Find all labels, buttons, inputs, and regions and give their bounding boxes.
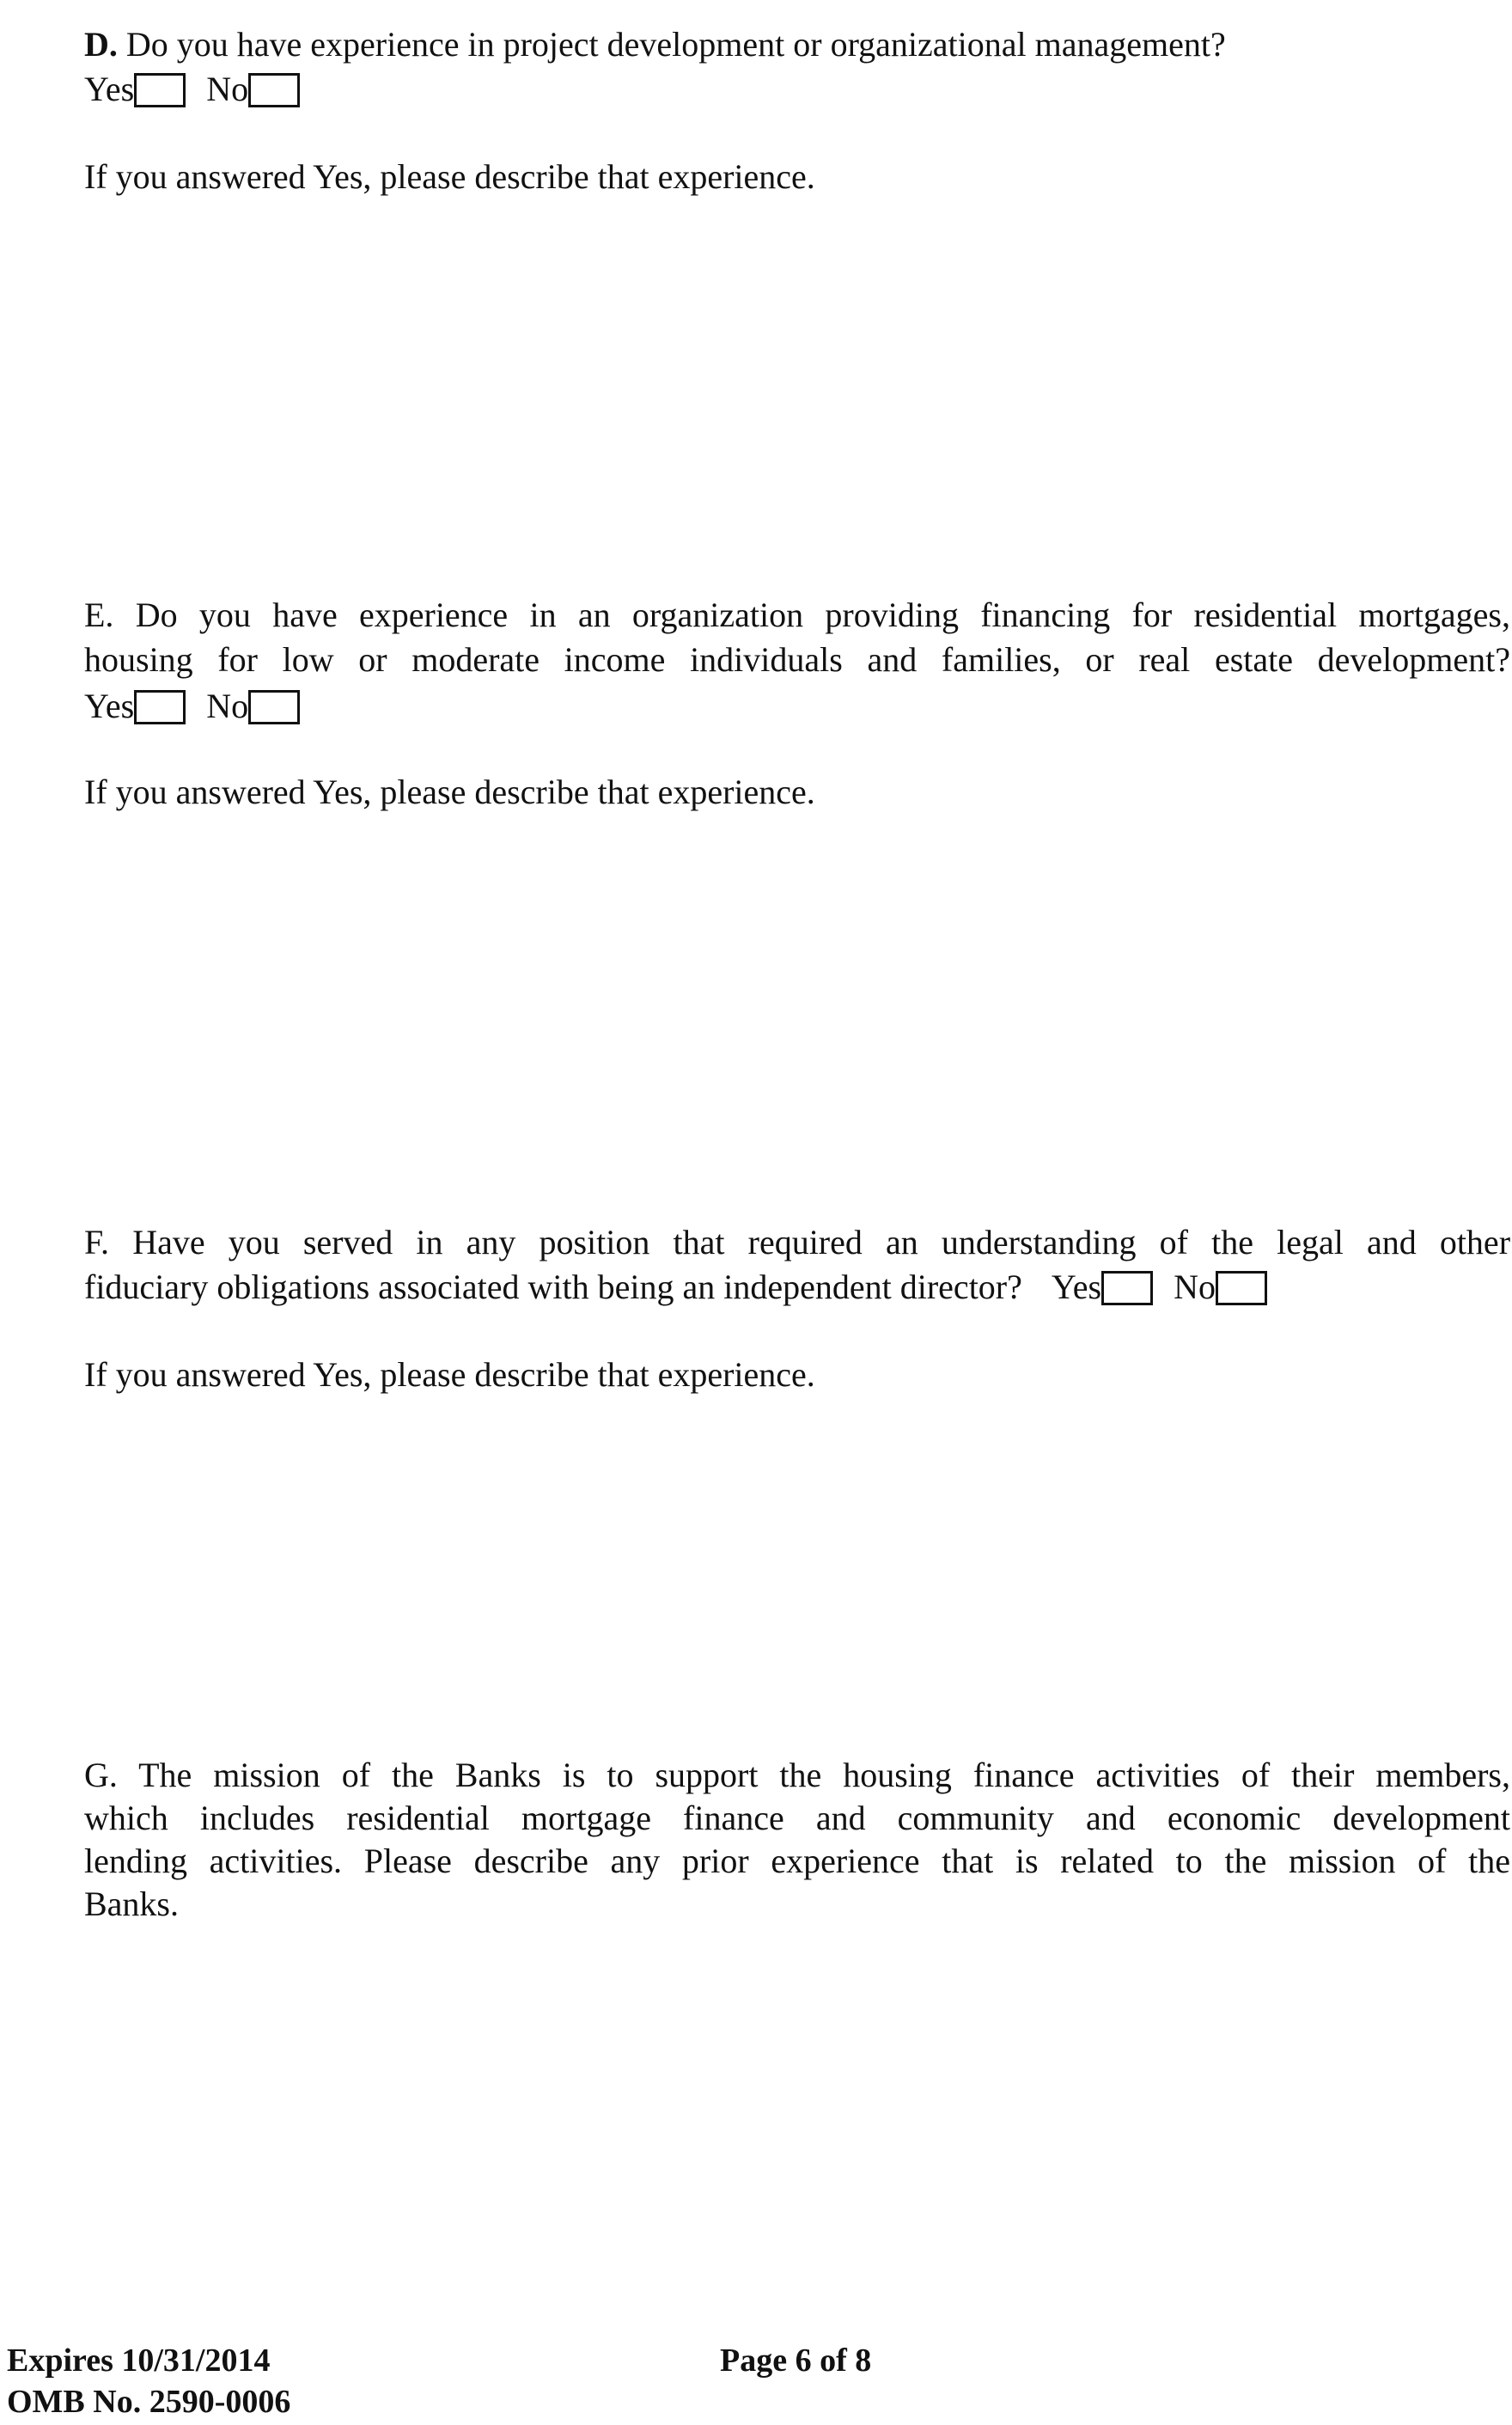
- question-e-followup: If you answered Yes, please describe that experience.: [84, 773, 815, 811]
- question-f-yes-checkbox[interactable]: [1101, 1271, 1153, 1305]
- question-e-text-1: Do you have experience in an organization providing financing for residential mortgages,: [135, 596, 1510, 634]
- question-e-answer-row: [84, 686, 312, 727]
- question-d-followup: If you answered Yes, please describe that experience.: [84, 157, 815, 196]
- question-e-yes-label: Yes: [84, 687, 135, 725]
- question-d-text: Do you have experience in project development or organizational management?: [125, 25, 1226, 64]
- footer-expires: Expires 10/31/2014: [7, 2343, 271, 2379]
- question-d-no-checkbox[interactable]: [248, 73, 300, 107]
- question-e-no-checkbox[interactable]: [248, 690, 300, 724]
- question-f-no-checkbox[interactable]: [1216, 1271, 1267, 1305]
- question-f-letter: F.: [84, 1223, 110, 1261]
- question-e-letter: E.: [84, 596, 114, 634]
- question-e-line-1: [84, 595, 1510, 636]
- question-f-followup: If you answered Yes, please describe that experience.: [84, 1355, 815, 1394]
- question-e-no-label: No: [206, 687, 249, 725]
- question-d-yes-label: Yes: [84, 70, 135, 108]
- question-d: [84, 24, 1226, 65]
- question-f-yes-label: Yes: [1051, 1267, 1102, 1306]
- question-g-line-3: lending activities. Please describe any prior experience that is related to the mission of the: [84, 1842, 1510, 1880]
- question-g-letter: G.: [84, 1756, 118, 1794]
- question-g-text-1: The mission of the Banks is to support the housing finance activities of their members,: [138, 1756, 1510, 1794]
- question-g-answer-area[interactable]: [84, 1942, 1510, 2320]
- question-d-answer-area[interactable]: [84, 206, 1510, 576]
- question-e-answer-area[interactable]: [84, 825, 1510, 1203]
- question-f-text-2: fiduciary obligations associated with being an independent director?: [84, 1267, 1022, 1306]
- question-d-answer-row: [84, 69, 312, 110]
- question-d-no-label: No: [206, 70, 249, 108]
- question-f-answer-area[interactable]: [84, 1409, 1510, 1736]
- question-f-text-1: Have you served in any position that required an understanding of the legal and other: [132, 1223, 1511, 1261]
- question-f-no-label: No: [1174, 1267, 1216, 1306]
- question-d-yes-checkbox[interactable]: [134, 73, 186, 107]
- question-e-yes-checkbox[interactable]: [134, 690, 186, 724]
- question-f-line-2: [84, 1267, 1279, 1308]
- question-f-line-1: [84, 1222, 1510, 1263]
- footer-omb-number: OMB No. 2590-0006: [7, 2384, 291, 2420]
- question-g-line-4: Banks.: [84, 1884, 179, 1923]
- footer-page-number: Page 6 of 8: [720, 2343, 872, 2379]
- question-g-line-1: [84, 1755, 1510, 1796]
- question-e-line-2: housing for low or moderate income individuals and families, or real estate development?: [84, 640, 1510, 679]
- question-d-letter: D.: [84, 25, 118, 64]
- question-g-line-2: which includes residential mortgage finance and community and economic development: [84, 1799, 1510, 1837]
